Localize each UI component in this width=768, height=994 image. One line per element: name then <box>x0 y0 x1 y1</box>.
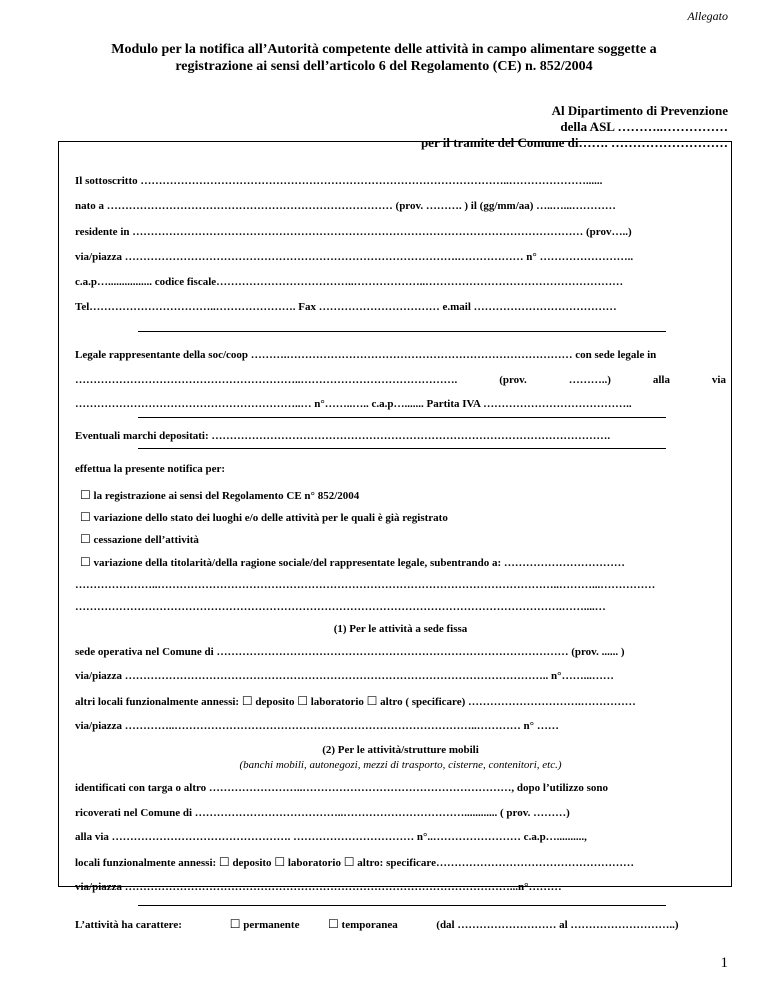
section-2-subtitle: (banchi mobili, autonegozi, mezzi di trasporto, cisterne, contenitori, etc.) <box>239 759 562 771</box>
section-1-title: (1) Per le attività a sede fissa <box>333 623 468 635</box>
laboratorio-label: laboratorio <box>310 696 364 708</box>
dal-al-field[interactable]: (dal ……………………… al ………………………..) <box>436 919 679 931</box>
via-piazza-field[interactable]: via/piazza …………………………………………………………………………………………………….. n°……...…… <box>75 670 614 682</box>
checkbox-icon[interactable]: ☐ <box>80 532 91 546</box>
piva-field[interactable]: ……………………………………………………..… n°……..….. c.a.p…....... Partita IVA ………………………………….. <box>75 398 632 410</box>
carattere-label: L’attività ha carattere: <box>75 919 182 931</box>
separator <box>138 331 666 332</box>
targa-field[interactable]: identificati con targa o altro ……………………..…………………………………………………, dopo l’utilizzo sono <box>75 782 608 794</box>
addressee-line-3: per il tramite del Comune di……. ……………………… <box>420 135 728 150</box>
checkbox-icon[interactable]: ☐ <box>241 694 253 708</box>
checkbox-icon[interactable]: ☐ <box>366 694 378 708</box>
contacts-field[interactable]: Tel……………………………..…………………. Fax …………………………… e.mail ………………………………… <box>75 301 617 313</box>
document-title <box>40 41 728 75</box>
option-variazione-titolarita[interactable] <box>80 555 726 570</box>
permanente-label: permanente <box>243 919 300 931</box>
locali-annessi-line[interactable] <box>75 855 726 870</box>
checkbox-icon[interactable]: ☐ <box>80 510 91 524</box>
via-label: via <box>711 374 726 386</box>
residente-field[interactable]: residente in …………………………………………………………………………………………………………… (prov…..) <box>75 226 632 238</box>
option-label: cessazione dell’attività <box>93 534 199 546</box>
title-line-2: registrazione ai sensi dell’articolo 6 del Regolamento (CE) n. 852/2004 <box>175 59 593 74</box>
altro-label: altro ( specificare) ………………………….…………… <box>380 696 636 708</box>
via-piazza-field[interactable]: via/piazza ……………………………………………………………………………………………...n°……… <box>75 881 562 893</box>
sede-legale-line[interactable] <box>75 373 726 387</box>
option-label: la registrazione ai sensi del Regolamento CE n° 852/2004 <box>93 490 360 502</box>
separator <box>138 417 666 418</box>
checkbox-icon[interactable]: ☐ <box>218 855 230 869</box>
option-label: variazione della titolarità/della ragione sociale/del rappresentate legale, subentrando a: …………………………… <box>93 557 625 569</box>
separator <box>138 448 666 449</box>
sede-legale-dots: ……………………………………………………..……………………………………. <box>75 374 458 386</box>
altri-locali-label: altri locali funzionalmente annessi: <box>75 696 240 708</box>
option-registrazione[interactable] <box>80 488 726 503</box>
effettua-label: effettua la presente notifica per: <box>75 463 226 475</box>
checkbox-icon[interactable]: ☐ <box>80 488 91 502</box>
altro-label: altro: specificare……………………………………………… <box>357 857 634 869</box>
allegato-label: Allegato <box>687 9 728 23</box>
temporanea-label: temporanea <box>341 919 398 931</box>
checkbox-icon[interactable]: ☐ <box>297 694 308 708</box>
page-number: 1 <box>720 955 728 971</box>
deposito-label: deposito <box>232 857 272 869</box>
alla-label: alla <box>652 374 670 386</box>
checkbox-icon[interactable]: ☐ <box>328 917 339 931</box>
checkbox-icon[interactable]: ☐ <box>229 917 241 931</box>
checkbox-icon[interactable]: ☐ <box>274 855 286 869</box>
laboratorio-label: laboratorio <box>287 857 341 869</box>
marchi-field[interactable]: Eventuali marchi depositati: ………………………………………………………………………………………………. <box>75 430 611 442</box>
locali-annessi-label: locali funzionalmente annessi: <box>75 857 217 869</box>
via-piazza-field[interactable]: via/piazza ……………………………………………………………………………….……………… n° …………………….. <box>75 251 634 263</box>
legale-field[interactable]: Legale rappresentante della soc/coop ……….…………………………………………………………………… con sede legale in <box>75 349 657 361</box>
ricoverati-field[interactable]: ricoverati nel Comune di …………………………………..……………………………............ ( prov. ………) <box>75 807 570 819</box>
checkbox-icon[interactable]: ☐ <box>80 555 91 569</box>
nato-field[interactable]: nato a …………………………………………………………………… (prov. ………. ) il (gg/mm/aa) …..…...………… <box>75 200 616 212</box>
via-piazza-field[interactable]: via/piazza …………..………………………………………………………………………..………… n° …… <box>75 720 559 732</box>
option-variazione-luoghi[interactable] <box>80 510 726 525</box>
carattere-line[interactable] <box>75 917 726 932</box>
prov-label: (prov. <box>499 374 527 386</box>
separator <box>138 905 666 906</box>
sottoscritto-field[interactable]: Il sottoscritto ………………………………………………………………………………………..…………………...... <box>75 175 603 187</box>
subentro-dots-2[interactable]: …………………………………………………………………………………………………………………….……....… <box>75 601 606 613</box>
subentro-dots-1[interactable]: …………………..………………………………………………………………………………………………..………...…………… <box>75 579 656 591</box>
addressee-line-2: della ASL ………..…………… <box>560 119 728 134</box>
section-2-title: (2) Per le attività/strutture mobili <box>322 744 479 756</box>
deposito-label: deposito <box>255 696 295 708</box>
prov-dots: ………..) <box>568 374 611 386</box>
title-line-1: Modulo per la notifica all’Autorità competente delle attività in campo alimentare soggette a <box>111 42 657 57</box>
altri-locali-line[interactable] <box>75 694 726 709</box>
option-label: variazione dello stato dei luoghi e/o delle attività per le quali è già registrato <box>93 512 448 524</box>
checkbox-icon[interactable]: ☐ <box>343 855 355 869</box>
addressee-line-1: Al Dipartimento di Prevenzione <box>551 103 728 118</box>
sede-operativa-field[interactable]: sede operativa nel Comune di …………………………………………………………………………………… (prov. ...... ) <box>75 646 625 658</box>
cap-cf-field[interactable]: c.a.p…................ codice fiscale………………………………..………………..……………………………………………… <box>75 276 624 288</box>
option-cessazione[interactable] <box>80 532 726 547</box>
alla-via-field[interactable]: alla via …………………………………………. …………………………… n°..…………………… c.a.p….........., <box>75 831 587 843</box>
